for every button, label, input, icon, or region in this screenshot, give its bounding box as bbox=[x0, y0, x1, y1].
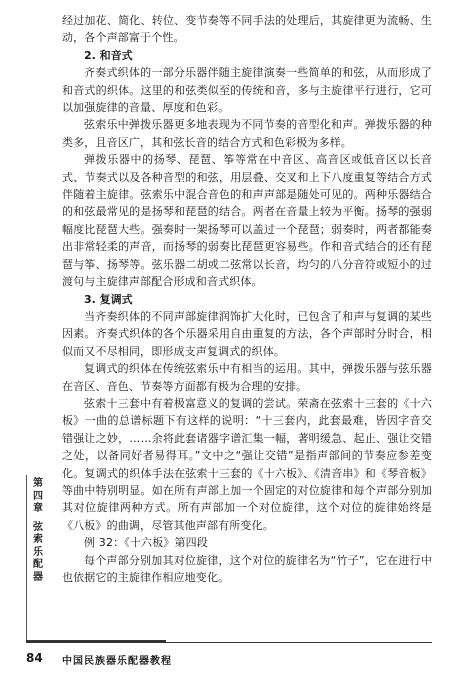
paragraph: 齐奏式织体的一部分乐器伴随主旋律演奏一些简单的和弦，从而形成了和音式的织体。这里的和弦类似至的传统和音，多与主旋律平行进行，它可以加强旋律的音量、厚度和色彩。 bbox=[62, 66, 432, 115]
paragraph: 弹拨乐器中的扬琴、琵琶、筝等常在中音区、高音区或低音区以长音式、节奏式以及各种音型的和弦，用层叠、交叉和上下八度重复等结合方式伴随着主旋律。弦索乐中混合音色的和声声部是随处可见的。两种乐器结合的和弦最常见的是扬琴和琵琶的结合。两者在音量上较为平衡。扬琴的强弱幅度比琵琶大些。强奏时一架扬琴可以盖过一个琵琶；弱奏时，两者都能奏出非常轻柔的声音，而扬琴的弱奏比琵琶更容易些。作和音式结合的还有琵琶与筝、扬琴等。弦乐器二胡或二弦常以长音，均匀的八分音符或短小的过渡句与主旋律声部配合形成和音式织体。 bbox=[62, 153, 432, 289]
paragraph-continuation: 经过加花、简化、转位、变节奏等不同手法的处理后，其旋律更为流畅、生动，各个声部富于个性。 bbox=[62, 14, 432, 45]
section-heading-polyphonic: 3. 复调式 bbox=[84, 292, 133, 306]
chapter-side-title bbox=[30, 478, 46, 584]
example-caption: 例 32：《十六板》第四段 bbox=[84, 536, 208, 550]
footer-divider bbox=[26, 642, 432, 643]
body-text bbox=[62, 12, 432, 586]
section-heading-harmonic: 2. 和音式 bbox=[84, 48, 133, 62]
paragraph: 弦索十三套中有着极富意义的复调的尝试。荣斋在弦索十三套的《十六板》一曲的总谱标题下有这样的说明：“十三套内，此套最难，皆因字音交错强让之妙，……余将此套诸器字谱汇集一幅，著明缓急、起止、强让交错之处，以备同好者易得耳。”文中之“强让交错”是指声部间的节奏应参差变化。复调式的织体手法在弦索十三套的《十六板》、《清音串》和《琴音板》等曲中特别明显。如在所有声部上加一个固定的对位旋律和每个声部分别加其对位旋律两种方式。所有声部加一个对位旋律，这个对位的旋律始终是《八板》的曲调，尽管其他声部有所变化。 bbox=[62, 396, 432, 532]
book-title: 中国民族器乐配器教程 bbox=[62, 656, 172, 667]
side-char: 四 bbox=[33, 490, 43, 502]
side-char: 配 bbox=[33, 559, 43, 570]
side-divider bbox=[26, 475, 27, 640]
paragraph: 每个声部分别加其对位旋律，这个对位的旋律名为“竹子”，它在进行中也依据它的主旋律作相应地变化。 bbox=[62, 553, 432, 584]
page-number: 84 bbox=[26, 651, 43, 665]
side-char: 章 bbox=[33, 503, 43, 514]
side-char: 第 bbox=[33, 478, 43, 489]
paragraph: 复调式的织体在传统弦索乐中有相当的运用。其中，弹拨乐器与弦乐器在音区、音色、节奏等方面都有极为合理的安排。 bbox=[62, 362, 432, 393]
side-char: 弦 bbox=[33, 521, 43, 533]
side-char: 乐 bbox=[33, 546, 43, 558]
side-char: 索 bbox=[33, 534, 43, 545]
paragraph: 弦索乐中弹拨乐器更多地表现为不同节奏的音型化和声。弹拨乐器的种类多，且音区广，其和弦长音的结合方式和色彩极为多样。 bbox=[62, 118, 432, 149]
paragraph: 当齐奏织体的不同声部旋律润饰扩大化时，已包含了和声与复调的某些因素。齐奏式织体的各个乐器采用自由重复的方法，各个声部时分时合，相似而又不尽相同，即形成支声复调式的织体。 bbox=[62, 309, 432, 358]
side-char: 器 bbox=[33, 571, 43, 583]
